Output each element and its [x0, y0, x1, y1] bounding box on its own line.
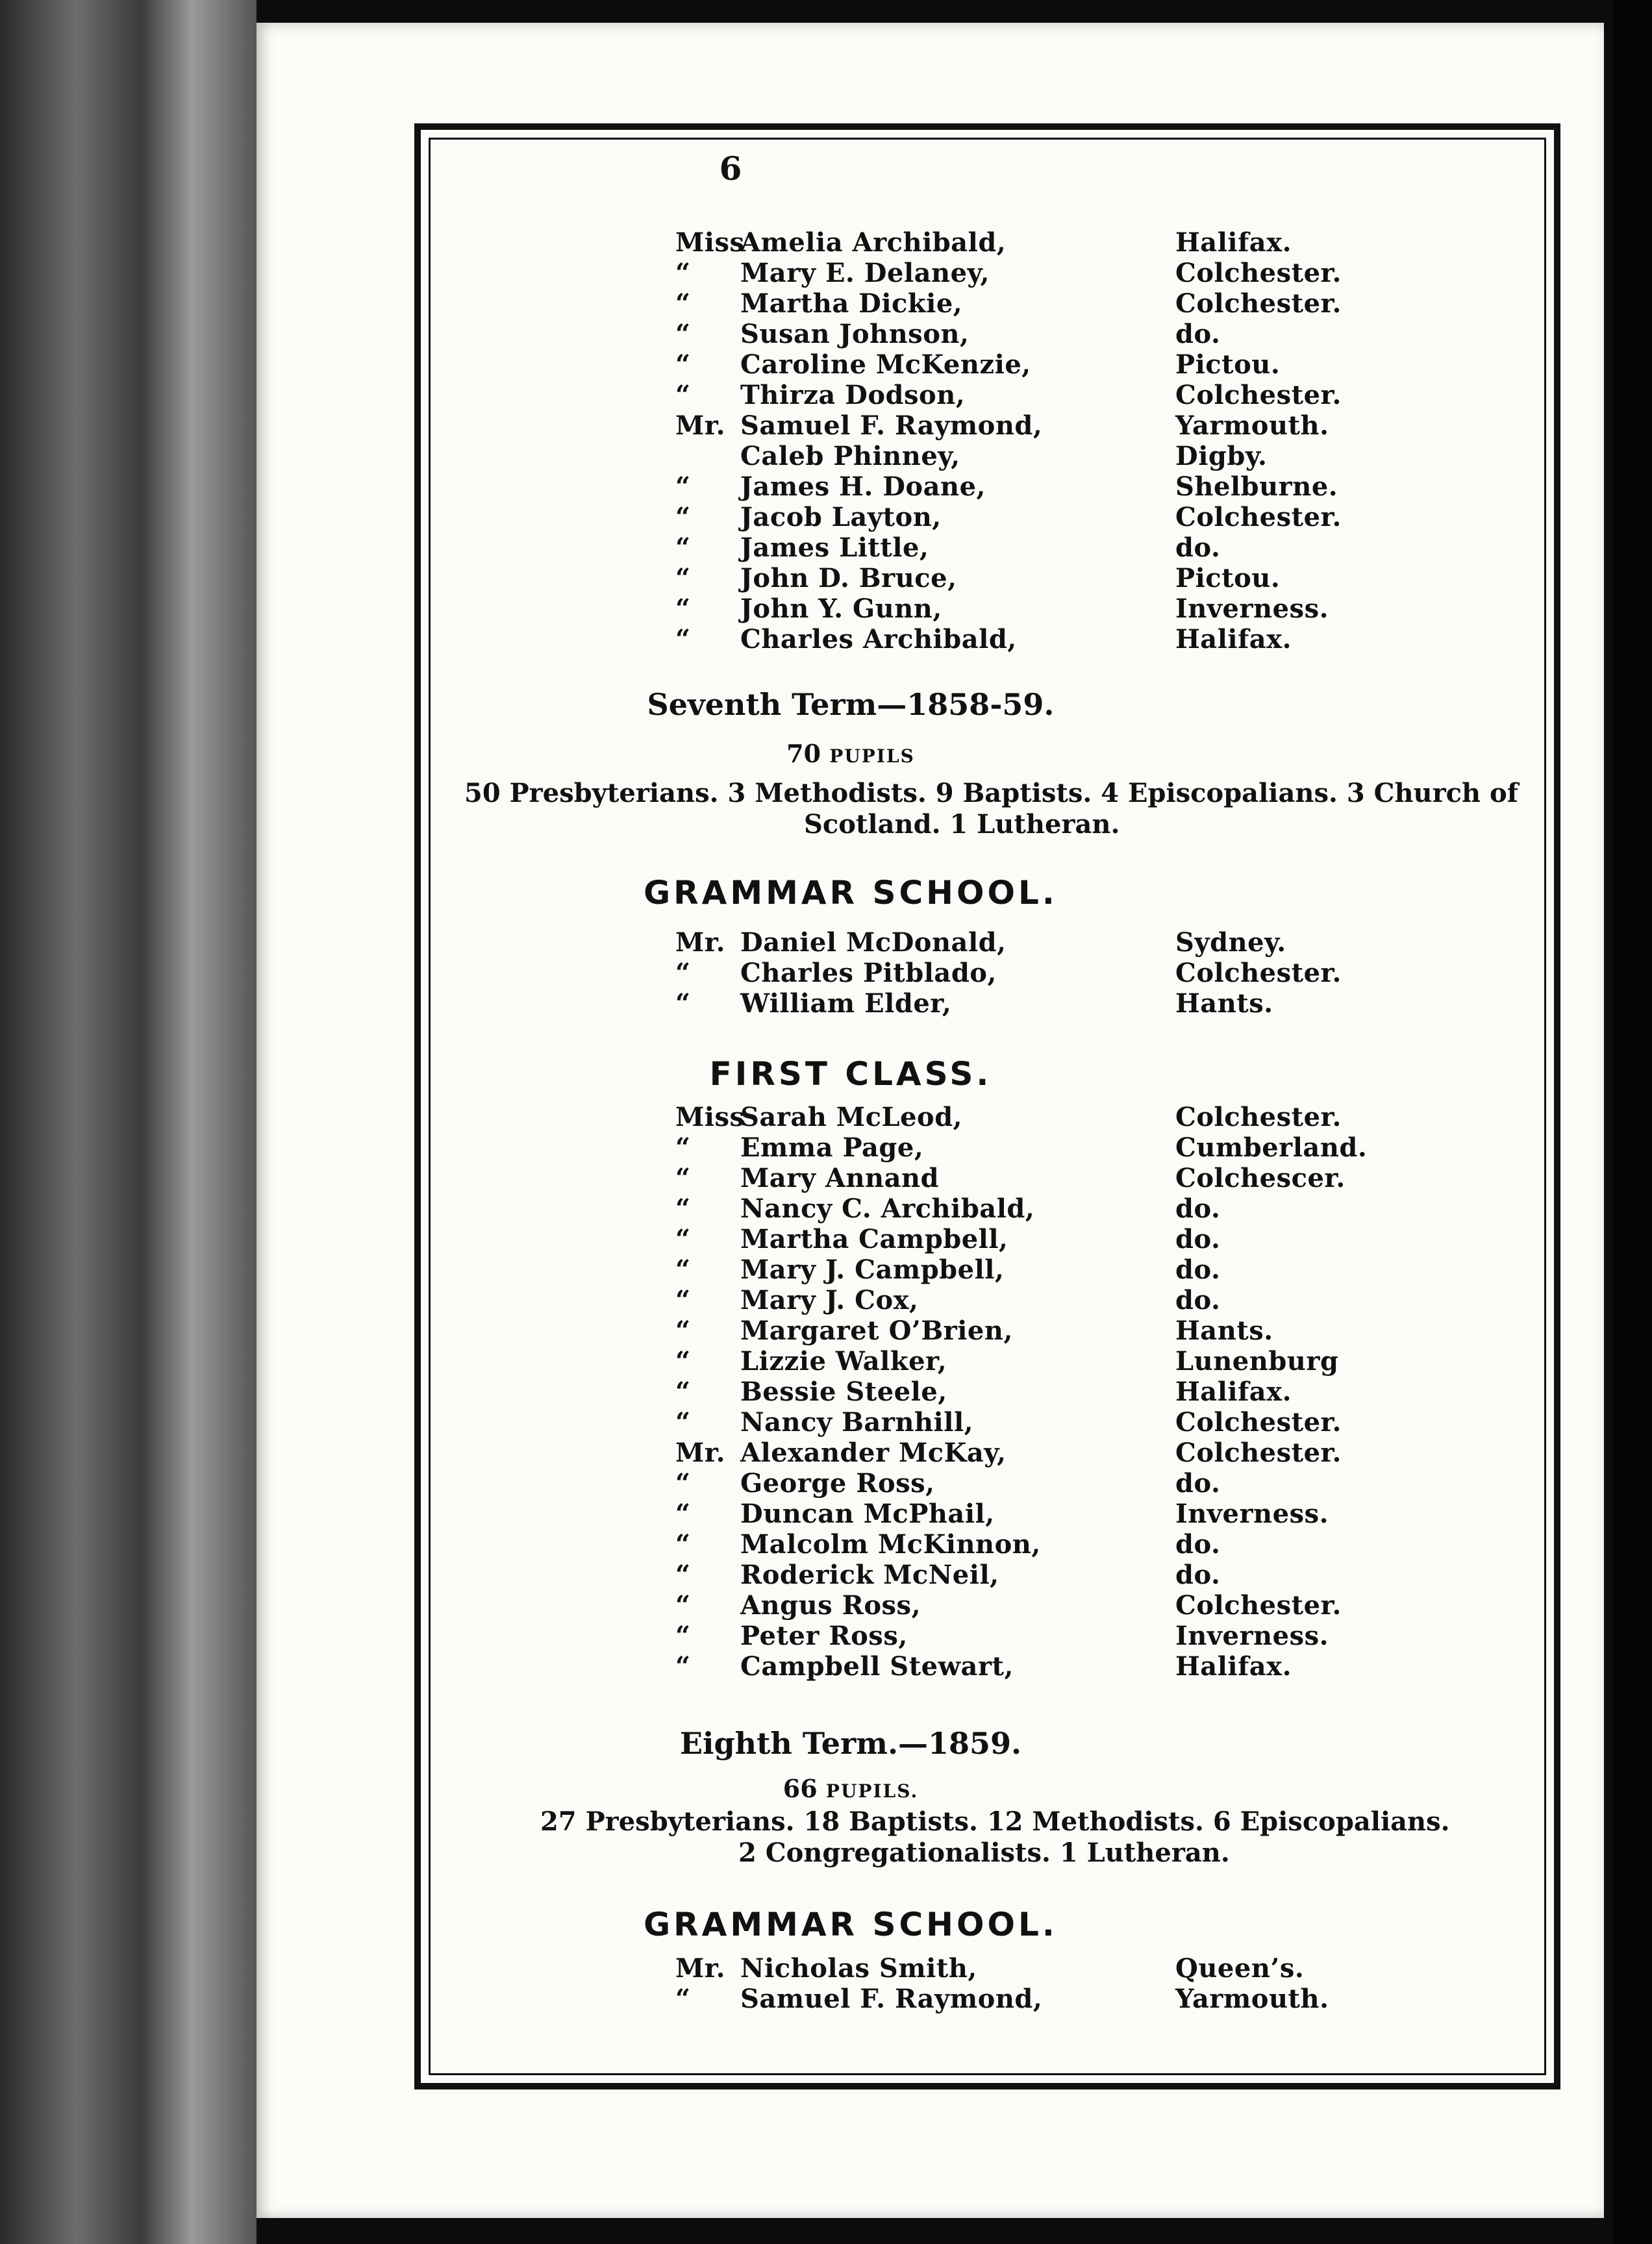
name-prefix: “	[675, 1984, 691, 2014]
name-prefix: “	[675, 471, 691, 502]
name-prefix: “	[675, 1224, 691, 1254]
student-name: Caroline McKenzie,	[740, 349, 1031, 380]
list-item	[675, 1468, 1344, 1499]
student-place: Colchester.	[1175, 1407, 1342, 1438]
student-place: Halifax.	[1175, 1377, 1292, 1407]
student-name: Malcolm McKinnon,	[740, 1529, 1041, 1560]
student-name: Margaret O’Brien,	[740, 1315, 1013, 1346]
seventh-term-heading: Seventh Term—1858-59.	[647, 687, 1055, 722]
list-item	[675, 1285, 1344, 1316]
student-place: Colchester.	[1175, 1438, 1342, 1468]
list-item	[675, 1315, 1344, 1347]
student-name: Nicholas Smith,	[740, 1953, 977, 1984]
name-prefix: “	[675, 319, 691, 349]
student-place: Shelburne.	[1175, 471, 1338, 502]
name-prefix: “	[675, 532, 691, 563]
student-place: Inverness.	[1175, 1621, 1329, 1651]
student-name: Daniel McDonald,	[740, 927, 1007, 958]
student-place: Colchester.	[1175, 288, 1342, 319]
name-prefix: “	[675, 1621, 691, 1651]
student-place: Digby.	[1175, 441, 1268, 471]
name-prefix: “	[675, 1193, 691, 1224]
name-prefix: “	[675, 1377, 691, 1407]
student-place: Hants.	[1175, 988, 1273, 1019]
book-binding-edge	[0, 0, 257, 2244]
eighth-term-pupils-count: 66	[782, 1774, 818, 1803]
student-name: Nancy C. Archibald,	[740, 1193, 1035, 1224]
list-item	[675, 1499, 1344, 1530]
name-prefix: “	[675, 1315, 691, 1346]
name-prefix: “	[675, 593, 691, 624]
student-name: Mary E. Delaney,	[740, 258, 990, 288]
student-name: Campbell Stewart,	[740, 1651, 1014, 1682]
name-prefix: “	[675, 1529, 691, 1560]
student-place: Lunenburg	[1175, 1346, 1339, 1377]
name-prefix: “	[675, 1560, 691, 1590]
student-name: Bessie Steele,	[740, 1377, 947, 1407]
list-item	[675, 1407, 1344, 1438]
student-name: Amelia Archibald,	[740, 227, 1007, 258]
seventh-term-pupils-count: 70	[786, 739, 821, 768]
student-name: James Little,	[740, 532, 929, 563]
student-place: Cumberland.	[1175, 1132, 1368, 1163]
student-name: Mary J. Campbell,	[740, 1254, 1005, 1285]
student-name: Peter Ross,	[740, 1621, 908, 1651]
student-name: Charles Pitblado,	[740, 958, 997, 988]
list-item	[675, 1163, 1344, 1194]
student-place: Yarmouth.	[1175, 410, 1329, 441]
eighth-term-denominations-line1: 27 Presbyterians. 18 Baptists. 12 Methodists. 6 Episcopalians.	[540, 1806, 1450, 1837]
name-prefix: “	[675, 1590, 691, 1621]
name-prefix: “	[675, 1499, 691, 1529]
first-class-heading: FIRST CLASS.	[709, 1055, 992, 1093]
list-item	[675, 258, 1344, 289]
student-name: John D. Bruce,	[740, 563, 957, 593]
student-place: Pictou.	[1175, 563, 1281, 593]
student-name: Susan Johnson,	[740, 319, 970, 349]
eighth-term-pupils-label: PUPILS.	[825, 1780, 919, 1802]
name-prefix: “	[675, 380, 691, 410]
student-place: Hants.	[1175, 1315, 1273, 1346]
student-name: Nancy Barnhill,	[740, 1407, 974, 1438]
student-name: Samuel F. Raymond,	[740, 410, 1043, 441]
list-item	[675, 563, 1344, 594]
student-name: John Y. Gunn,	[740, 593, 942, 624]
name-prefix: “	[675, 1346, 691, 1377]
list-item	[675, 349, 1344, 380]
page-number: 6	[719, 149, 742, 188]
list-item	[675, 1590, 1344, 1621]
list-item	[675, 1132, 1368, 1164]
student-name: Mary Annand	[740, 1163, 940, 1193]
list-item	[675, 1621, 1344, 1652]
name-prefix: “	[675, 349, 691, 380]
name-prefix: Mr.	[675, 410, 726, 441]
scan-border	[1613, 0, 1652, 2244]
list-item	[675, 958, 1344, 989]
student-place: Colchester.	[1175, 258, 1342, 288]
name-prefix: “	[675, 988, 691, 1019]
student-place: Colchester.	[1175, 380, 1342, 410]
student-place: do.	[1175, 1224, 1221, 1254]
list-item	[675, 1346, 1344, 1377]
list-item	[675, 1529, 1344, 1560]
student-name: Duncan McPhail,	[740, 1499, 995, 1529]
eighth-term-pupils	[416, 1774, 1286, 1803]
student-place: Yarmouth.	[1175, 1984, 1329, 2014]
eighth-grammar-school-heading: GRAMMAR SCHOOL.	[644, 1906, 1058, 1943]
name-prefix: “	[675, 258, 691, 288]
eighth-term-heading: Eighth Term.—1859.	[679, 1726, 1022, 1761]
list-item	[675, 1193, 1344, 1225]
name-prefix: “	[675, 1468, 691, 1499]
student-name: George Ross,	[740, 1468, 935, 1499]
list-item	[675, 1438, 1344, 1469]
list-item	[675, 624, 1344, 655]
student-name: Caleb Phinney,	[740, 441, 960, 471]
name-prefix: “	[675, 1132, 691, 1163]
student-place: Halifax.	[1175, 227, 1292, 258]
list-item	[675, 1560, 1344, 1591]
student-name: Emma Page,	[740, 1132, 924, 1163]
student-place: Colchester.	[1175, 1590, 1342, 1621]
student-name: Alexander McKay,	[740, 1438, 1007, 1468]
student-place: Halifax.	[1175, 1651, 1292, 1682]
student-place: do.	[1175, 1560, 1221, 1590]
name-prefix: “	[675, 1254, 691, 1285]
list-item	[675, 1102, 1344, 1133]
student-name: Mary J. Cox,	[740, 1285, 919, 1315]
list-item	[675, 988, 1344, 1019]
list-item	[675, 1953, 1344, 1984]
name-prefix: “	[675, 1285, 691, 1315]
name-prefix: “	[675, 958, 691, 988]
list-item	[675, 441, 1344, 472]
list-item	[675, 471, 1344, 503]
student-name: Sarah McLeod,	[740, 1102, 963, 1132]
list-item	[675, 1254, 1344, 1286]
name-prefix: Mr.	[675, 1438, 726, 1468]
list-item	[675, 502, 1344, 533]
list-item	[675, 227, 1344, 258]
list-item	[675, 1651, 1344, 1682]
student-name: James H. Doane,	[740, 471, 986, 502]
list-item	[675, 319, 1344, 350]
student-place: do.	[1175, 1468, 1221, 1499]
list-item	[675, 288, 1344, 319]
name-prefix: “	[675, 1651, 691, 1682]
student-place: do.	[1175, 1529, 1221, 1560]
name-prefix: Mr.	[675, 1953, 726, 1984]
seventh-grammar-school-heading: GRAMMAR SCHOOL.	[644, 874, 1058, 912]
name-prefix: “	[675, 1407, 691, 1438]
seventh-term-pupils	[416, 739, 1286, 768]
student-place: Sydney.	[1175, 927, 1286, 958]
name-prefix: “	[675, 502, 691, 532]
student-name: Lizzie Walker,	[740, 1346, 947, 1377]
student-place: Colchester.	[1175, 958, 1342, 988]
student-name: Jacob Layton,	[740, 502, 942, 532]
student-name: Martha Campbell,	[740, 1224, 1008, 1254]
student-place: Colchester.	[1175, 1102, 1342, 1132]
name-prefix: Mr.	[675, 927, 726, 958]
student-place: do.	[1175, 532, 1221, 563]
list-item	[675, 410, 1344, 442]
student-place: do.	[1175, 1254, 1221, 1285]
student-place: do.	[1175, 1285, 1221, 1315]
student-place: Pictou.	[1175, 349, 1281, 380]
student-name: Samuel F. Raymond,	[740, 1984, 1043, 2014]
seventh-term-denominations-line1: 50 Presbyterians. 3 Methodists. 9 Baptists. 4 Episcopalians. 3 Church of	[464, 778, 1518, 808]
student-place: Queen’s.	[1175, 1953, 1305, 1984]
student-name: Martha Dickie,	[740, 288, 963, 319]
seventh-term-pupils-label: PUPILS	[829, 745, 915, 767]
student-place: Inverness.	[1175, 1499, 1329, 1529]
name-prefix: Miss	[675, 227, 745, 258]
student-place: do.	[1175, 319, 1221, 349]
list-item	[675, 927, 1344, 958]
student-place: Colchescer.	[1175, 1163, 1345, 1193]
list-item	[675, 532, 1344, 564]
student-name: William Elder,	[740, 988, 952, 1019]
list-item	[675, 593, 1344, 625]
eighth-term-denominations-line2: 2 Congregationalists. 1 Lutheran.	[738, 1838, 1230, 1868]
list-item	[675, 1984, 1344, 2015]
name-prefix: “	[675, 1163, 691, 1193]
student-name: Roderick McNeil,	[740, 1560, 999, 1590]
student-place: Colchester.	[1175, 502, 1342, 532]
name-prefix: “	[675, 288, 691, 319]
name-prefix: “	[675, 563, 691, 593]
seventh-term-denominations-line2: Scotland. 1 Lutheran.	[804, 809, 1120, 840]
student-name: Angus Ross,	[740, 1590, 921, 1621]
student-place: Inverness.	[1175, 593, 1329, 624]
student-place: do.	[1175, 1193, 1221, 1224]
student-place: Halifax.	[1175, 624, 1292, 654]
student-name: Charles Archibald,	[740, 624, 1017, 654]
name-prefix: “	[675, 624, 691, 654]
list-item	[675, 380, 1344, 411]
name-prefix: Miss	[675, 1102, 745, 1132]
student-name: Thirza Dodson,	[740, 380, 966, 410]
list-item	[675, 1224, 1344, 1255]
list-item	[675, 1377, 1344, 1408]
